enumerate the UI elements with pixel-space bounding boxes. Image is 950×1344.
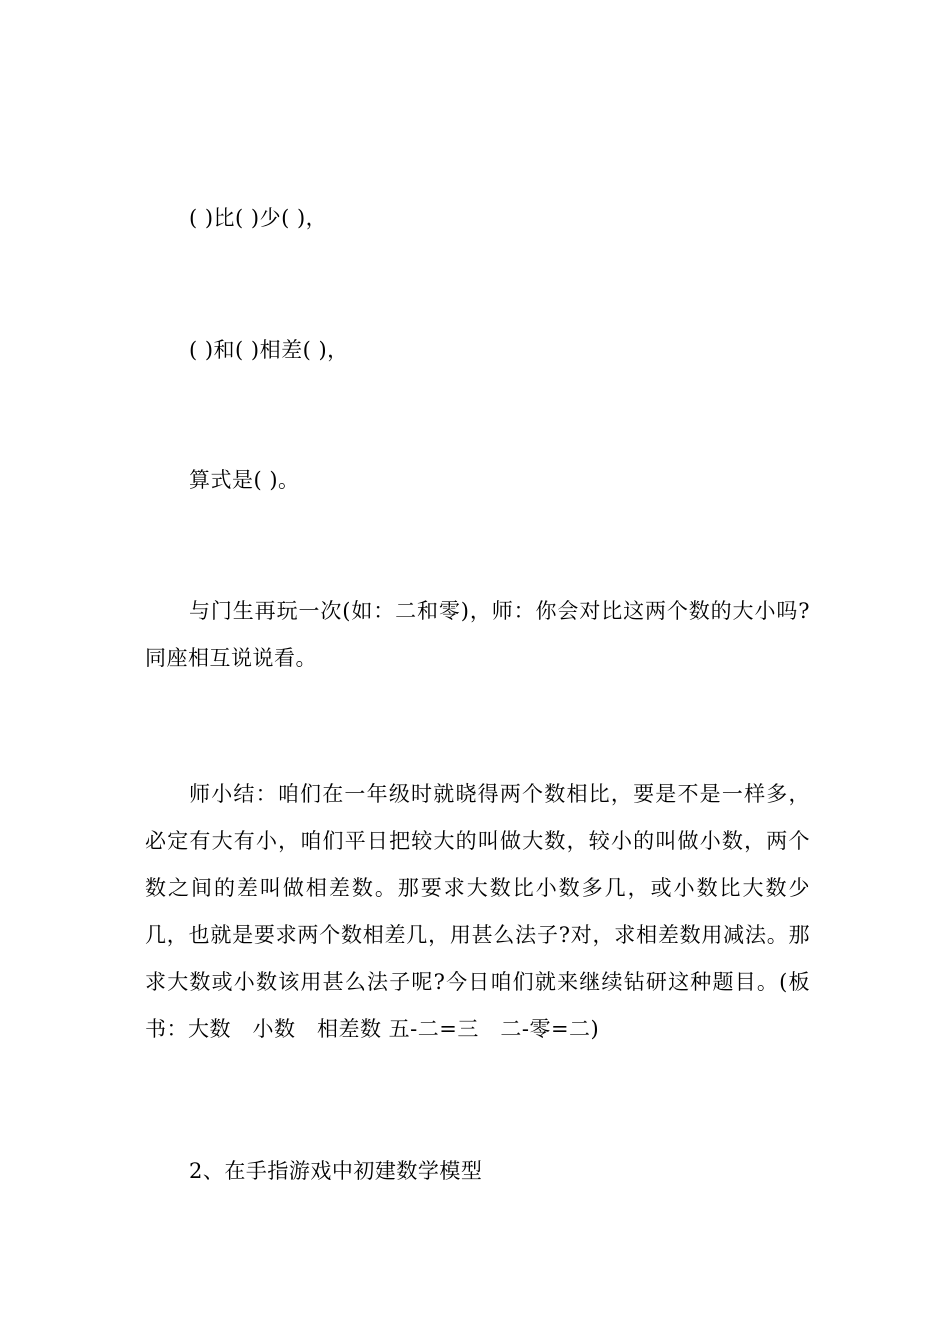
fill-blank-difference: ( )和( )相差( )，	[189, 338, 349, 362]
section-heading-finger-game: 2、在手指游戏中初建数学模型	[189, 1159, 483, 1183]
fill-blank-formula: 算式是( )。	[189, 468, 300, 492]
paragraph-play-again: 与门生再玩一次(如：二和零)，师：你会对比这两个数的大小吗?同座相互说说看。	[145, 599, 810, 670]
paragraph-teacher-summary: 师小结：咱们在一年级时就晓得两个数相比，要是不是一样多，必定有大有小，咱们平日把较大的叫做大数，较小的叫做小数，两个数之间的差叫做相差数。那要求大数比小数多几，或小数比大数少几，也就是要求两个数相差几，用甚么法子?对，求相差数用减法。那求大数或小数该用甚么法子呢?今日咱们就来继续钻研这种题目。(板书：大数 小数 相差数 五-二=三 二-零=二)	[145, 782, 810, 1041]
fill-blank-comparison-less: ( )比( )少( )，	[189, 206, 328, 230]
